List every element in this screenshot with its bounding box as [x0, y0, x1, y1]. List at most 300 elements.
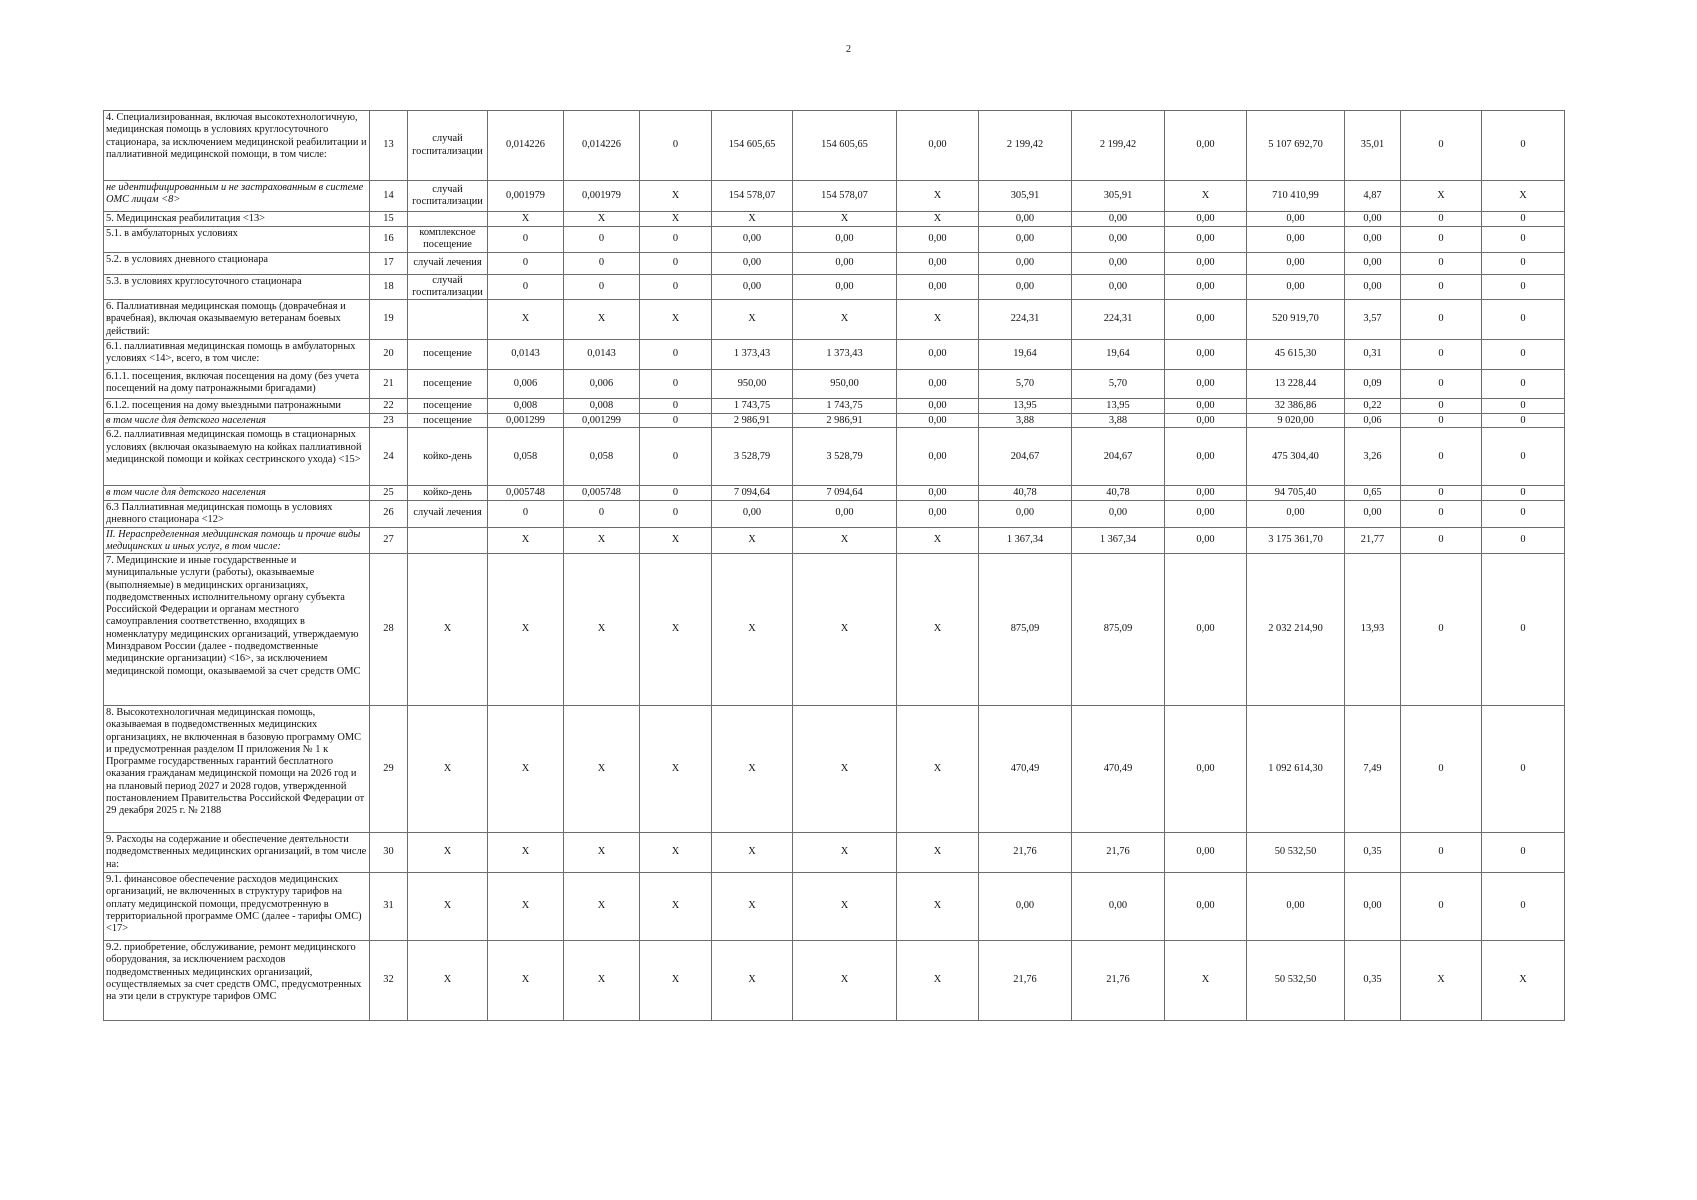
value-cell-c6: 0,00	[897, 111, 979, 181]
value-cell-c11: 0,00	[1345, 873, 1401, 941]
value-cell-c2: X	[564, 941, 640, 1021]
value-cell-c3: 0	[640, 227, 712, 253]
value-cell-c10: 0,00	[1247, 873, 1345, 941]
value-cell-c5: 2 986,91	[793, 414, 897, 428]
value-cell-c13: 0	[1482, 486, 1565, 500]
value-cell-c6: X	[897, 212, 979, 227]
value-cell-c8: 21,76	[1072, 941, 1165, 1021]
value-cell-c13: 0	[1482, 554, 1565, 706]
value-cell-c1: X	[488, 527, 564, 554]
row-name-cell: II. Нераспределенная медицинская помощь и прочие виды медицинских и иных услуг, в том числе:	[104, 527, 370, 554]
unit-cell	[408, 212, 488, 227]
value-cell-c7: 0,00	[979, 500, 1072, 527]
value-cell-c5: 0,00	[793, 252, 897, 274]
value-cell-c4: X	[712, 941, 793, 1021]
row-name-cell: 9.2. приобретение, обслуживание, ремонт медицинского оборудования, за исключением расходов подведомственных медицинских организаций, осуществляемых за счет средств ОМС, предусмотренных на эти цели в структуре тарифов ОМС	[104, 941, 370, 1021]
value-cell-c9: X	[1165, 941, 1247, 1021]
unit-cell: случай госпитализации	[408, 274, 488, 300]
table-row	[104, 111, 1565, 181]
value-cell-c4: X	[712, 212, 793, 227]
value-cell-c3: 0	[640, 274, 712, 300]
unit-cell: койко-день	[408, 428, 488, 486]
value-cell-c6: 0,00	[897, 399, 979, 414]
value-cell-c4: 154 605,65	[712, 111, 793, 181]
value-cell-c8: 3,88	[1072, 414, 1165, 428]
value-cell-c6: X	[897, 300, 979, 340]
value-cell-c8: 19,64	[1072, 340, 1165, 370]
value-cell-c12: 0	[1401, 252, 1482, 274]
value-cell-c9: 0,00	[1165, 399, 1247, 414]
value-cell-c8: 0,00	[1072, 873, 1165, 941]
value-cell-c1: 0,014226	[488, 111, 564, 181]
table-row	[104, 300, 1565, 340]
value-cell-c1: 0	[488, 252, 564, 274]
value-cell-c7: 470,49	[979, 706, 1072, 833]
row-number-cell: 19	[370, 300, 408, 340]
value-cell-c2: 0	[564, 252, 640, 274]
value-cell-c6: 0,00	[897, 274, 979, 300]
value-cell-c6: X	[897, 181, 979, 212]
row-number-cell: 16	[370, 227, 408, 253]
value-cell-c8: 2 199,42	[1072, 111, 1165, 181]
value-cell-c2: 0,001299	[564, 414, 640, 428]
value-cell-c1: 0	[488, 274, 564, 300]
value-cell-c3: 0	[640, 252, 712, 274]
value-cell-c9: 0,00	[1165, 833, 1247, 873]
row-name-cell: 6.1.2. посещения на дому выездными патронажными	[104, 399, 370, 414]
value-cell-c10: 9 020,00	[1247, 414, 1345, 428]
value-cell-c5: X	[793, 941, 897, 1021]
value-cell-c3: X	[640, 181, 712, 212]
table-row	[104, 554, 1565, 706]
value-cell-c12: 0	[1401, 554, 1482, 706]
value-cell-c7: 0,00	[979, 252, 1072, 274]
value-cell-c9: X	[1165, 181, 1247, 212]
value-cell-c11: 0,00	[1345, 274, 1401, 300]
value-cell-c12: 0	[1401, 428, 1482, 486]
unit-cell: посещение	[408, 414, 488, 428]
row-number-cell: 20	[370, 340, 408, 370]
value-cell-c13: 0	[1482, 274, 1565, 300]
financing-table	[103, 110, 1565, 1021]
row-number-cell: 29	[370, 706, 408, 833]
value-cell-c8: 1 367,34	[1072, 527, 1165, 554]
row-name-cell: 9. Расходы на содержание и обеспечение деятельности подведомственных медицинских организаций, в том числе на:	[104, 833, 370, 873]
row-number-cell: 13	[370, 111, 408, 181]
row-number-cell: 15	[370, 212, 408, 227]
table-row	[104, 414, 1565, 428]
unit-cell: X	[408, 706, 488, 833]
value-cell-c11: 0,31	[1345, 340, 1401, 370]
value-cell-c2: 0,008	[564, 399, 640, 414]
value-cell-c1: X	[488, 554, 564, 706]
table-row	[104, 873, 1565, 941]
value-cell-c7: 0,00	[979, 873, 1072, 941]
value-cell-c6: 0,00	[897, 500, 979, 527]
value-cell-c9: 0,00	[1165, 414, 1247, 428]
value-cell-c7: 0,00	[979, 274, 1072, 300]
value-cell-c6: 0,00	[897, 428, 979, 486]
value-cell-c6: 0,00	[897, 252, 979, 274]
row-number-cell: 27	[370, 527, 408, 554]
table-row	[104, 274, 1565, 300]
value-cell-c11: 0,35	[1345, 833, 1401, 873]
value-cell-c5: 154 605,65	[793, 111, 897, 181]
value-cell-c4: 2 986,91	[712, 414, 793, 428]
unit-cell: комплексное посещение	[408, 227, 488, 253]
value-cell-c4: X	[712, 833, 793, 873]
value-cell-c8: 0,00	[1072, 212, 1165, 227]
value-cell-c13: 0	[1482, 340, 1565, 370]
value-cell-c13: X	[1482, 181, 1565, 212]
value-cell-c4: 7 094,64	[712, 486, 793, 500]
value-cell-c5: 3 528,79	[793, 428, 897, 486]
value-cell-c2: 0	[564, 500, 640, 527]
value-cell-c4: 154 578,07	[712, 181, 793, 212]
value-cell-c9: 0,00	[1165, 428, 1247, 486]
value-cell-c13: 0	[1482, 500, 1565, 527]
value-cell-c2: 0,006	[564, 370, 640, 399]
value-cell-c13: 0	[1482, 706, 1565, 833]
row-number-cell: 28	[370, 554, 408, 706]
value-cell-c8: 224,31	[1072, 300, 1165, 340]
table-row	[104, 340, 1565, 370]
value-cell-c12: 0	[1401, 706, 1482, 833]
value-cell-c6: 0,00	[897, 486, 979, 500]
value-cell-c10: 475 304,40	[1247, 428, 1345, 486]
value-cell-c9: 0,00	[1165, 486, 1247, 500]
value-cell-c4: X	[712, 527, 793, 554]
value-cell-c7: 21,76	[979, 833, 1072, 873]
table-row	[104, 941, 1565, 1021]
row-name-cell: 9.1. финансовое обеспечение расходов медицинских организаций, не включенных в структуру тарифов на оплату медицинской помощи, предусмотренную в территориальной программе ОМС (далее - тарифы ОМС) <17>	[104, 873, 370, 941]
value-cell-c11: 0,00	[1345, 252, 1401, 274]
value-cell-c9: 0,00	[1165, 340, 1247, 370]
value-cell-c2: 0,005748	[564, 486, 640, 500]
value-cell-c1: 0,058	[488, 428, 564, 486]
value-cell-c8: 21,76	[1072, 833, 1165, 873]
value-cell-c7: 19,64	[979, 340, 1072, 370]
unit-cell: X	[408, 554, 488, 706]
value-cell-c2: X	[564, 706, 640, 833]
unit-cell: посещение	[408, 340, 488, 370]
value-cell-c12: 0	[1401, 212, 1482, 227]
value-cell-c1: X	[488, 212, 564, 227]
value-cell-c10: 0,00	[1247, 212, 1345, 227]
value-cell-c4: 3 528,79	[712, 428, 793, 486]
value-cell-c11: 0,00	[1345, 227, 1401, 253]
unit-cell: случай лечения	[408, 252, 488, 274]
value-cell-c1: 0,005748	[488, 486, 564, 500]
value-cell-c3: 0	[640, 428, 712, 486]
unit-cell: койко-день	[408, 486, 488, 500]
value-cell-c8: 13,95	[1072, 399, 1165, 414]
value-cell-c6: X	[897, 706, 979, 833]
value-cell-c8: 875,09	[1072, 554, 1165, 706]
value-cell-c7: 5,70	[979, 370, 1072, 399]
table-row	[104, 252, 1565, 274]
value-cell-c5: 7 094,64	[793, 486, 897, 500]
value-cell-c10: 520 919,70	[1247, 300, 1345, 340]
value-cell-c11: 4,87	[1345, 181, 1401, 212]
value-cell-c13: 0	[1482, 370, 1565, 399]
value-cell-c3: 0	[640, 399, 712, 414]
value-cell-c12: 0	[1401, 399, 1482, 414]
value-cell-c6: 0,00	[897, 370, 979, 399]
value-cell-c3: X	[640, 300, 712, 340]
value-cell-c12: 0	[1401, 370, 1482, 399]
value-cell-c11: 0,06	[1345, 414, 1401, 428]
value-cell-c3: 0	[640, 340, 712, 370]
value-cell-c3: X	[640, 833, 712, 873]
row-name-cell: не идентифицированным и не застрахованным в системе ОМС лицам <8>	[104, 181, 370, 212]
value-cell-c10: 1 092 614,30	[1247, 706, 1345, 833]
value-cell-c10: 50 532,50	[1247, 833, 1345, 873]
table-row	[104, 428, 1565, 486]
value-cell-c11: 0,35	[1345, 941, 1401, 1021]
value-cell-c13: 0	[1482, 252, 1565, 274]
value-cell-c12: 0	[1401, 873, 1482, 941]
value-cell-c5: X	[793, 554, 897, 706]
table-row	[104, 706, 1565, 833]
value-cell-c3: X	[640, 554, 712, 706]
value-cell-c2: 0,0143	[564, 340, 640, 370]
value-cell-c8: 0,00	[1072, 500, 1165, 527]
value-cell-c13: X	[1482, 941, 1565, 1021]
value-cell-c4: 1 373,43	[712, 340, 793, 370]
value-cell-c8: 305,91	[1072, 181, 1165, 212]
value-cell-c2: X	[564, 212, 640, 227]
page-number: 2	[846, 44, 851, 55]
value-cell-c7: 2 199,42	[979, 111, 1072, 181]
row-name-cell: в том числе для детского населения	[104, 486, 370, 500]
value-cell-c11: 0,00	[1345, 212, 1401, 227]
value-cell-c9: 0,00	[1165, 370, 1247, 399]
table-row	[104, 370, 1565, 399]
value-cell-c7: 1 367,34	[979, 527, 1072, 554]
row-number-cell: 24	[370, 428, 408, 486]
row-number-cell: 17	[370, 252, 408, 274]
row-name-cell: 6. Паллиативная медицинская помощь (доврачебная и врачебная), включая оказываемую ветеранам боевых действий:	[104, 300, 370, 340]
value-cell-c7: 0,00	[979, 212, 1072, 227]
table-row	[104, 227, 1565, 253]
unit-cell	[408, 527, 488, 554]
unit-cell: X	[408, 833, 488, 873]
value-cell-c4: X	[712, 554, 793, 706]
value-cell-c4: 0,00	[712, 274, 793, 300]
value-cell-c4: X	[712, 873, 793, 941]
value-cell-c3: X	[640, 527, 712, 554]
row-name-cell: 5.3. в условиях круглосуточного стационара	[104, 274, 370, 300]
value-cell-c11: 7,49	[1345, 706, 1401, 833]
value-cell-c5: 0,00	[793, 227, 897, 253]
value-cell-c1: 0,001299	[488, 414, 564, 428]
value-cell-c3: X	[640, 941, 712, 1021]
value-cell-c11: 0,65	[1345, 486, 1401, 500]
value-cell-c9: 0,00	[1165, 274, 1247, 300]
table-row	[104, 486, 1565, 500]
value-cell-c9: 0,00	[1165, 500, 1247, 527]
value-cell-c9: 0,00	[1165, 873, 1247, 941]
value-cell-c5: X	[793, 833, 897, 873]
value-cell-c11: 3,57	[1345, 300, 1401, 340]
value-cell-c5: X	[793, 212, 897, 227]
value-cell-c10: 50 532,50	[1247, 941, 1345, 1021]
row-number-cell: 31	[370, 873, 408, 941]
row-name-cell: 5.1. в амбулаторных условиях	[104, 227, 370, 253]
value-cell-c9: 0,00	[1165, 706, 1247, 833]
value-cell-c12: 0	[1401, 527, 1482, 554]
value-cell-c7: 204,67	[979, 428, 1072, 486]
value-cell-c8: 0,00	[1072, 227, 1165, 253]
unit-cell: посещение	[408, 370, 488, 399]
value-cell-c6: 0,00	[897, 227, 979, 253]
value-cell-c1: X	[488, 941, 564, 1021]
value-cell-c4: 0,00	[712, 252, 793, 274]
value-cell-c5: X	[793, 527, 897, 554]
value-cell-c7: 21,76	[979, 941, 1072, 1021]
value-cell-c5: 1 373,43	[793, 340, 897, 370]
value-cell-c7: 305,91	[979, 181, 1072, 212]
value-cell-c2: X	[564, 873, 640, 941]
value-cell-c10: 5 107 692,70	[1247, 111, 1345, 181]
value-cell-c3: 0	[640, 486, 712, 500]
row-name-cell: 8. Высокотехнологичная медицинская помощь, оказываемая в подведомственных медицинских организациях, не включенная в базовую программу ОМС и предусмотренная разделом II приложения № 1 к Программе государственных гарантий бесплатного оказания гражданам медицинской помощи на 2026 год и на плановый период 2027 и 2028 годов, утвержденной постановлением Правительства Российской Федерации от 29 декабря 2025 г. № 2188	[104, 706, 370, 833]
row-name-cell: 6.1.1. посещения, включая посещения на дому (без учета посещений на дому патронажными бригадами)	[104, 370, 370, 399]
value-cell-c10: 0,00	[1247, 274, 1345, 300]
unit-cell: посещение	[408, 399, 488, 414]
row-number-cell: 25	[370, 486, 408, 500]
value-cell-c3: 0	[640, 500, 712, 527]
value-cell-c6: X	[897, 554, 979, 706]
value-cell-c7: 40,78	[979, 486, 1072, 500]
value-cell-c2: 0,014226	[564, 111, 640, 181]
value-cell-c9: 0,00	[1165, 300, 1247, 340]
row-name-cell: 5.2. в условиях дневного стационара	[104, 252, 370, 274]
value-cell-c1: 0,001979	[488, 181, 564, 212]
value-cell-c5: X	[793, 706, 897, 833]
value-cell-c8: 5,70	[1072, 370, 1165, 399]
value-cell-c12: 0	[1401, 414, 1482, 428]
value-cell-c1: 0	[488, 227, 564, 253]
value-cell-c1: 0,006	[488, 370, 564, 399]
value-cell-c2: 0	[564, 227, 640, 253]
value-cell-c13: 0	[1482, 300, 1565, 340]
value-cell-c7: 13,95	[979, 399, 1072, 414]
value-cell-c11: 0,09	[1345, 370, 1401, 399]
value-cell-c3: 0	[640, 370, 712, 399]
value-cell-c1: X	[488, 873, 564, 941]
row-name-cell: 4. Специализированная, включая высокотехнологичную, медицинская помощь в условиях круглосуточного стационара, за исключением медицинской реабилитации и паллиативной медицинской помощи, в том числе:	[104, 111, 370, 181]
value-cell-c5: 0,00	[793, 500, 897, 527]
value-cell-c10: 0,00	[1247, 500, 1345, 527]
row-name-cell: в том числе для детского населения	[104, 414, 370, 428]
value-cell-c11: 13,93	[1345, 554, 1401, 706]
value-cell-c13: 0	[1482, 527, 1565, 554]
value-cell-c8: 470,49	[1072, 706, 1165, 833]
value-cell-c4: 1 743,75	[712, 399, 793, 414]
value-cell-c11: 0,00	[1345, 500, 1401, 527]
value-cell-c1: 0,008	[488, 399, 564, 414]
value-cell-c10: 0,00	[1247, 252, 1345, 274]
value-cell-c3: 0	[640, 111, 712, 181]
value-cell-c7: 3,88	[979, 414, 1072, 428]
value-cell-c2: X	[564, 833, 640, 873]
row-number-cell: 14	[370, 181, 408, 212]
value-cell-c10: 32 386,86	[1247, 399, 1345, 414]
row-number-cell: 21	[370, 370, 408, 399]
unit-cell: случай лечения	[408, 500, 488, 527]
value-cell-c13: 0	[1482, 833, 1565, 873]
value-cell-c8: 0,00	[1072, 274, 1165, 300]
value-cell-c6: 0,00	[897, 414, 979, 428]
row-number-cell: 30	[370, 833, 408, 873]
value-cell-c2: 0	[564, 274, 640, 300]
value-cell-c8: 40,78	[1072, 486, 1165, 500]
value-cell-c9: 0,00	[1165, 252, 1247, 274]
value-cell-c13: 0	[1482, 227, 1565, 253]
value-cell-c8: 0,00	[1072, 252, 1165, 274]
value-cell-c13: 0	[1482, 873, 1565, 941]
value-cell-c7: 0,00	[979, 227, 1072, 253]
value-cell-c5: 0,00	[793, 274, 897, 300]
unit-cell	[408, 300, 488, 340]
value-cell-c7: 224,31	[979, 300, 1072, 340]
value-cell-c4: 0,00	[712, 227, 793, 253]
row-number-cell: 18	[370, 274, 408, 300]
value-cell-c13: 0	[1482, 399, 1565, 414]
value-cell-c6: X	[897, 873, 979, 941]
value-cell-c13: 0	[1482, 212, 1565, 227]
value-cell-c9: 0,00	[1165, 227, 1247, 253]
value-cell-c12: 0	[1401, 833, 1482, 873]
value-cell-c10: 45 615,30	[1247, 340, 1345, 370]
value-cell-c2: 0,001979	[564, 181, 640, 212]
unit-cell: X	[408, 941, 488, 1021]
value-cell-c1: X	[488, 833, 564, 873]
value-cell-c11: 0,22	[1345, 399, 1401, 414]
value-cell-c6: 0,00	[897, 340, 979, 370]
value-cell-c13: 0	[1482, 111, 1565, 181]
row-name-cell: 6.1. паллиативная медицинская помощь в амбулаторных условиях <14>, всего, в том числе:	[104, 340, 370, 370]
unit-cell: случай госпитализации	[408, 111, 488, 181]
value-cell-c11: 3,26	[1345, 428, 1401, 486]
value-cell-c5: X	[793, 300, 897, 340]
table-row	[104, 500, 1565, 527]
value-cell-c3: X	[640, 212, 712, 227]
value-cell-c12: X	[1401, 181, 1482, 212]
value-cell-c10: 13 228,44	[1247, 370, 1345, 399]
row-number-cell: 32	[370, 941, 408, 1021]
value-cell-c5: 1 743,75	[793, 399, 897, 414]
value-cell-c7: 875,09	[979, 554, 1072, 706]
value-cell-c12: 0	[1401, 500, 1482, 527]
value-cell-c10: 3 175 361,70	[1247, 527, 1345, 554]
value-cell-c12: 0	[1401, 111, 1482, 181]
value-cell-c10: 94 705,40	[1247, 486, 1345, 500]
row-number-cell: 23	[370, 414, 408, 428]
table-row	[104, 212, 1565, 227]
row-number-cell: 22	[370, 399, 408, 414]
table-row	[104, 527, 1565, 554]
row-name-cell: 5. Медицинская реабилитация <13>	[104, 212, 370, 227]
value-cell-c4: 0,00	[712, 500, 793, 527]
value-cell-c4: X	[712, 706, 793, 833]
table-row	[104, 833, 1565, 873]
value-cell-c12: 0	[1401, 274, 1482, 300]
row-name-cell: 6.2. паллиативная медицинская помощь в стационарных условиях (включая оказываемую на койках паллиативной медицинской помощи и койках сестринского ухода) <15>	[104, 428, 370, 486]
table-body	[104, 111, 1565, 1021]
